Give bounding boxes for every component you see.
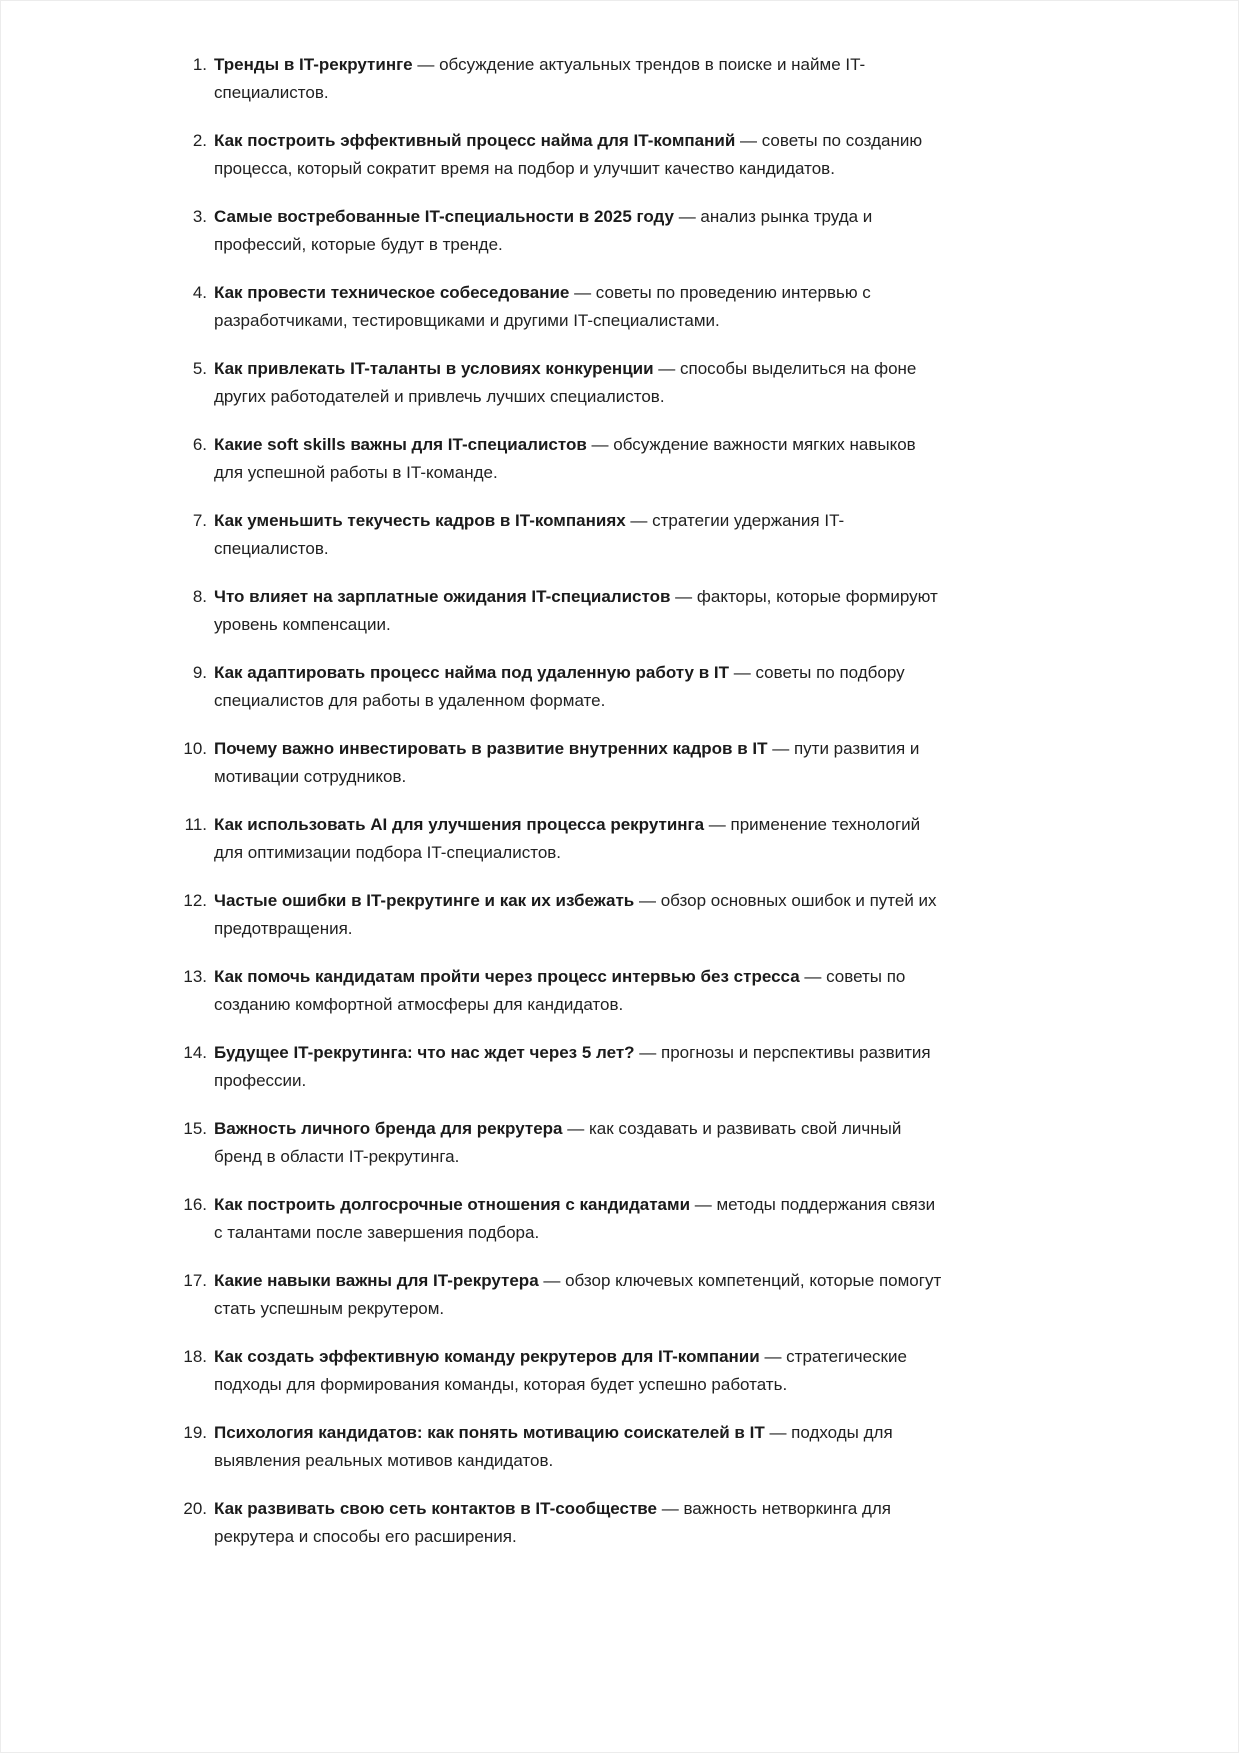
item-number: 7. bbox=[192, 511, 207, 530]
item-content bbox=[214, 583, 944, 639]
item-content bbox=[214, 811, 944, 867]
item-title: Как провести техническое собеседование bbox=[214, 283, 570, 302]
item-content bbox=[214, 963, 944, 1019]
item-title: Тренды в IT-рекрутинге bbox=[214, 55, 413, 74]
item-number: 9. bbox=[192, 663, 207, 682]
list-item bbox=[173, 811, 945, 867]
item-number: 4. bbox=[192, 283, 207, 302]
item-number: 5. bbox=[192, 359, 207, 378]
list-item bbox=[173, 583, 945, 639]
item-number: 12. bbox=[183, 891, 207, 910]
item-description: — прогнозы и перспективы развития профессии. bbox=[214, 1043, 931, 1090]
item-content bbox=[214, 1419, 944, 1475]
item-title: Самые востребованные IT-специальности в 2025 году bbox=[214, 207, 674, 226]
item-description: — советы по проведению интервью с разработчиками, тестировщиками и другими IT-специалистами. bbox=[214, 283, 871, 330]
item-description: — обсуждение важности мягких навыков для успешной работы в IT-команде. bbox=[214, 435, 916, 482]
item-content bbox=[214, 887, 944, 943]
list-item bbox=[173, 51, 945, 107]
item-number: 19. bbox=[183, 1423, 207, 1442]
item-content bbox=[214, 1039, 944, 1095]
item-number: 20. bbox=[183, 1499, 207, 1518]
item-number: 17. bbox=[183, 1271, 207, 1290]
list-item bbox=[173, 887, 945, 943]
item-number: 10. bbox=[183, 739, 207, 758]
item-number: 16. bbox=[183, 1195, 207, 1214]
item-title: Психология кандидатов: как понять мотивацию соискателей в IT bbox=[214, 1423, 765, 1442]
item-content bbox=[214, 127, 944, 183]
item-content bbox=[214, 507, 944, 563]
item-title: Как помочь кандидатам пройти через процесс интервью без стресса bbox=[214, 967, 800, 986]
item-number: 1. bbox=[192, 55, 207, 74]
topic-list bbox=[173, 51, 945, 1551]
item-title: Как привлекать IT-таланты в условиях конкуренции bbox=[214, 359, 654, 378]
item-description: — советы по подбору специалистов для работы в удаленном формате. bbox=[214, 663, 905, 710]
item-title: Как построить эффективный процесс найма для IT-компаний bbox=[214, 131, 736, 150]
item-title: Какие навыки важны для IT-рекрутера bbox=[214, 1271, 539, 1290]
item-title: Как развивать свою сеть контактов в IT-сообществе bbox=[214, 1499, 657, 1518]
item-description: — стратегические подходы для формирования команды, которая будет успешно работать. bbox=[214, 1347, 907, 1394]
item-title: Почему важно инвестировать в развитие внутренних кадров в IT bbox=[214, 739, 768, 758]
item-content bbox=[214, 431, 944, 487]
item-content bbox=[214, 1267, 944, 1323]
item-title: Как адаптировать процесс найма под удаленную работу в IT bbox=[214, 663, 730, 682]
item-description: — методы поддержания связи с талантами после завершения подбора. bbox=[214, 1195, 936, 1242]
item-title: Как использовать AI для улучшения процесса рекрутинга bbox=[214, 815, 705, 834]
item-number: 2. bbox=[192, 131, 207, 150]
list-item bbox=[173, 963, 945, 1019]
item-number: 11. bbox=[184, 815, 207, 834]
item-description: — стратегии удержания IT-специалистов. bbox=[214, 511, 845, 558]
item-content bbox=[214, 1191, 944, 1247]
list-item bbox=[173, 1267, 945, 1323]
item-description: — применение технологий для оптимизации подбора IT-специалистов. bbox=[214, 815, 921, 862]
list-item bbox=[173, 1191, 945, 1247]
list-item bbox=[173, 1343, 945, 1399]
item-content bbox=[214, 1343, 944, 1399]
item-title: Что влияет на зарплатные ожидания IT-специалистов bbox=[214, 587, 671, 606]
list-item bbox=[173, 507, 945, 563]
item-content bbox=[214, 735, 944, 791]
item-number: 8. bbox=[192, 587, 207, 606]
list-item bbox=[173, 127, 945, 183]
list-item bbox=[173, 203, 945, 259]
item-description: — способы выделиться на фоне других работодателей и привлечь лучших специалистов. bbox=[214, 359, 917, 406]
list-item bbox=[173, 355, 945, 411]
item-description: — обсуждение актуальных трендов в поиске и найме IT-специалистов. bbox=[214, 55, 866, 102]
item-content bbox=[214, 659, 944, 715]
item-number: 13. bbox=[183, 967, 207, 986]
item-title: Будущее IT-рекрутинга: что нас ждет через 5 лет? bbox=[214, 1043, 635, 1062]
item-description: — обзор ключевых компетенций, которые помогут стать успешным рекрутером. bbox=[214, 1271, 942, 1318]
item-content bbox=[214, 1115, 944, 1171]
item-description: — как создавать и развивать свой личный бренд в области IT-рекрутинга. bbox=[214, 1119, 902, 1166]
item-title: Как создать эффективную команду рекрутеров для IT-компании bbox=[214, 1347, 760, 1366]
item-title: Важность личного бренда для рекрутера bbox=[214, 1119, 563, 1138]
item-title: Частые ошибки в IT-рекрутинге и как их избежать bbox=[214, 891, 635, 910]
item-number: 18. bbox=[183, 1347, 207, 1366]
item-description: — обзор основных ошибок и путей их предотвращения. bbox=[214, 891, 937, 938]
item-number: 15. bbox=[183, 1119, 207, 1138]
item-number: 14. bbox=[183, 1043, 207, 1062]
list-item bbox=[173, 659, 945, 715]
item-description: — подходы для выявления реальных мотивов кандидатов. bbox=[214, 1423, 893, 1470]
list-item bbox=[173, 1039, 945, 1095]
item-title: Как уменьшить текучесть кадров в IT-компаниях bbox=[214, 511, 626, 530]
item-number: 6. bbox=[192, 435, 207, 454]
list-item bbox=[173, 279, 945, 335]
list-item bbox=[173, 1495, 945, 1551]
item-description: — советы по созданию процесса, который сократит время на подбор и улучшит качество кандидатов. bbox=[214, 131, 923, 178]
item-content bbox=[214, 1495, 944, 1551]
list-item bbox=[173, 735, 945, 791]
item-content bbox=[214, 51, 944, 107]
item-content bbox=[214, 203, 944, 259]
list-item bbox=[173, 1419, 945, 1475]
item-title: Как построить долгосрочные отношения с кандидатами bbox=[214, 1195, 691, 1214]
item-description: — важность нетворкинга для рекрутера и способы его расширения. bbox=[214, 1499, 892, 1546]
item-title: Какие soft skills важны для IT-специалистов bbox=[214, 435, 587, 454]
item-description: — пути развития и мотивации сотрудников. bbox=[214, 739, 920, 786]
item-number: 3. bbox=[192, 207, 207, 226]
item-content bbox=[214, 279, 944, 335]
item-description: — факторы, которые формируют уровень компенсации. bbox=[214, 587, 938, 634]
list-item bbox=[173, 431, 945, 487]
list-item bbox=[173, 1115, 945, 1171]
item-description: — советы по созданию комфортной атмосферы для кандидатов. bbox=[214, 967, 906, 1014]
item-content bbox=[214, 355, 944, 411]
item-description: — анализ рынка труда и профессий, которые будут в тренде. bbox=[214, 207, 873, 254]
